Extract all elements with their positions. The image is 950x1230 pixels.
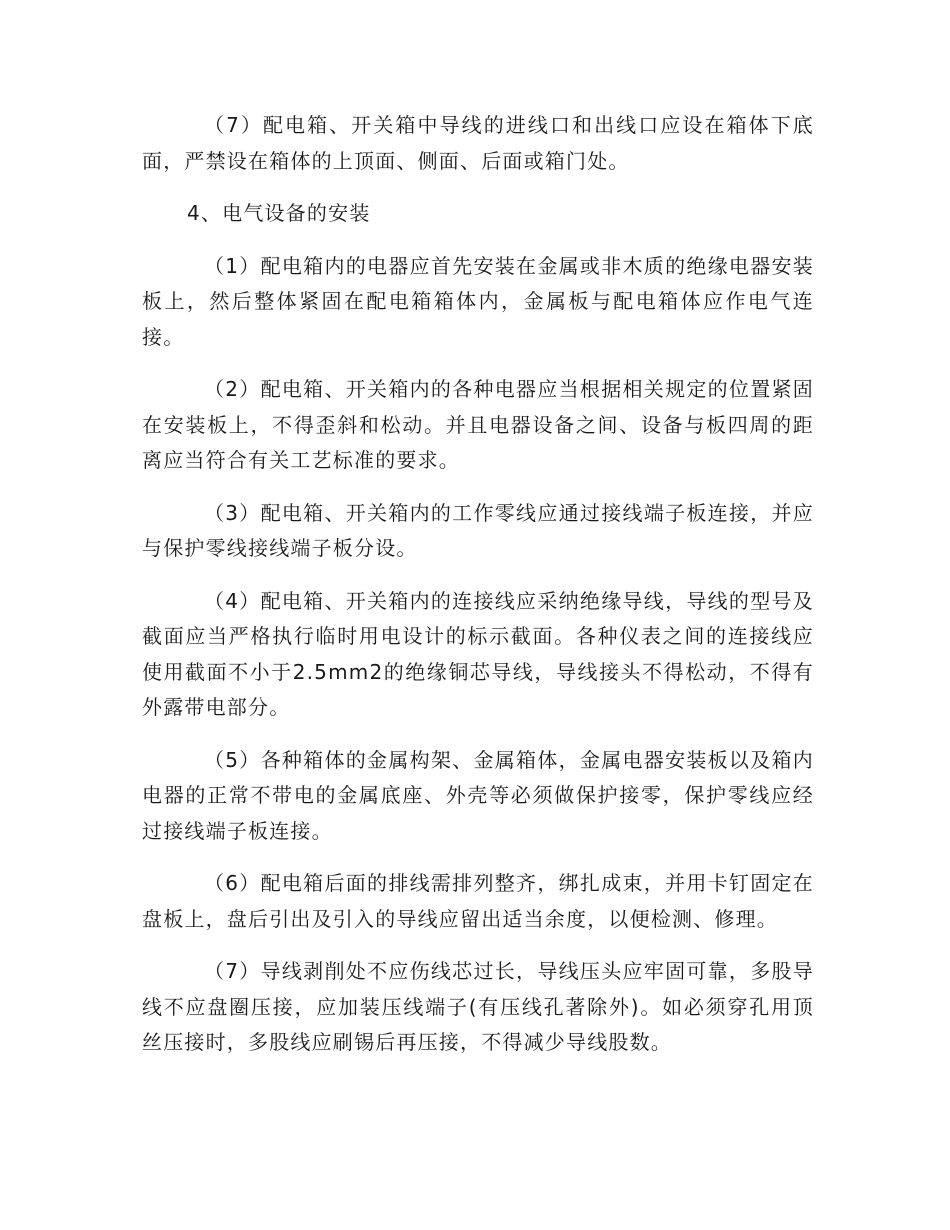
paragraph-1: （1）配电箱内的电器应首先安装在金属或非木质的绝缘电器安装板上，然后整体紧固在配电箱箱体内，金属板与配电箱体应作电气连接。 [142, 253, 814, 349]
paragraph-7: （7）导线剥削处不应伤线芯过长，导线压头应牢固可靠，多股导线不应盘圈压接，应加装压线端子(有压线孔著除外)。如必须穿孔用顶丝压接时，多股线应刷锡后再压接，不得减少导线股数。 [142, 959, 814, 1054]
paragraph-2: （2）配电箱、开关箱内的各种电器应当根据相关规定的位置紧固在安装板上，不得歪斜和松动。并且电器设备之间、设备与板四周的距离应当符合有关工艺标准的要求。 [142, 377, 814, 472]
document-body [142, 108, 814, 1078]
paragraph-7-cable-entry: （7）配电箱、开关箱中导线的进线口和出线口应设在箱体下底面，严禁设在箱体的上顶面、侧面、后面或箱门处。 [142, 113, 814, 173]
section-heading-4: 4、电气设备的安装 [187, 201, 371, 225]
paragraph-6: （6）配电箱后面的排线需排列整齐，绑扎成束，并用卡钉固定在盘板上，盘后引出及引入的导线应留出适当余度，以便检测、修理。 [142, 871, 814, 931]
paragraph-5: （5）各种箱体的金属构架、金属箱体，金属电器安装板以及箱内电器的正常不带电的金属底座、外壳等必须做保护接零，保护零线应经过接线端子板连接。 [142, 747, 814, 843]
paragraph-4: （4）配电箱、开关箱内的连接线应采纳绝缘导线，导线的型号及截面应当严格执行临时用电设计的标示截面。各种仪表之间的连接线应使用截面不小于2.5mm2的绝缘铜芯导线，导线接头不得松动，不得有外露带电部分。 [142, 588, 814, 719]
paragraph-3: （3）配电箱、开关箱内的工作零线应通过接线端子板连接，并应与保护零线接线端子板分设。 [142, 500, 814, 560]
